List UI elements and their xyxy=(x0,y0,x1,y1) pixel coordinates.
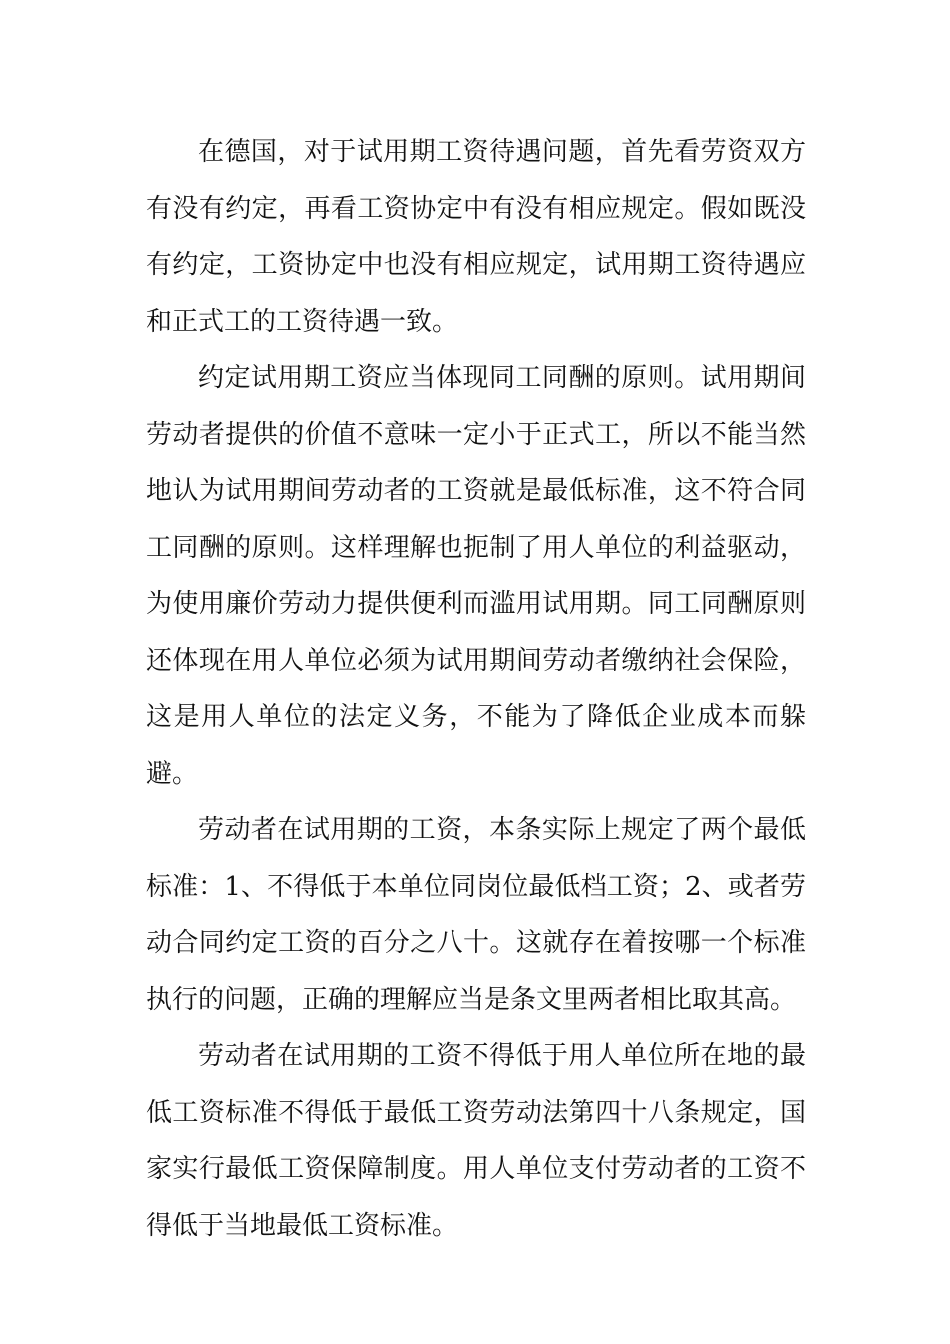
document-body xyxy=(146,124,806,1254)
paragraph-3: 劳动者在试用期的工资，本条实际上规定了两个最低标准：1、不得低于本单位同岗位最低档工资；2、或者劳动合同约定工资的百分之八十。这就存在着按哪一个标准执行的问题，正确的理解应当是条文里两者相比取其高。 xyxy=(146,815,806,1015)
paragraph-1: 在德国，对于试用期工资待遇问题，首先看劳资双方有没有约定，再看工资协定中有没有相应规定。假如既没有约定，工资协定中也没有相应规定，试用期工资待遇应和正式工的工资待遇一致。 xyxy=(146,137,806,337)
paragraph-2: 约定试用期工资应当体现同工同酬的原则。试用期间劳动者提供的价值不意味一定小于正式工，所以不能当然地认为试用期间劳动者的工资就是最低标准，这不符合同工同酬的原则。这样理解也扼制了用人单位的利益驱动，为使用廉价劳动力提供便利而滥用试用期。同工同酬原则还体现在用人单位必须为试用期间劳动者缴纳社会保险，这是用人单位的法定义务，不能为了降低企业成本而躲避。 xyxy=(146,363,806,789)
paragraph-4: 劳动者在试用期的工资不得低于用人单位所在地的最低工资标准不得低于最低工资劳动法第四十八条规定，国家实行最低工资保障制度。用人单位支付劳动者的工资不得低于当地最低工资标准。 xyxy=(146,1041,806,1241)
